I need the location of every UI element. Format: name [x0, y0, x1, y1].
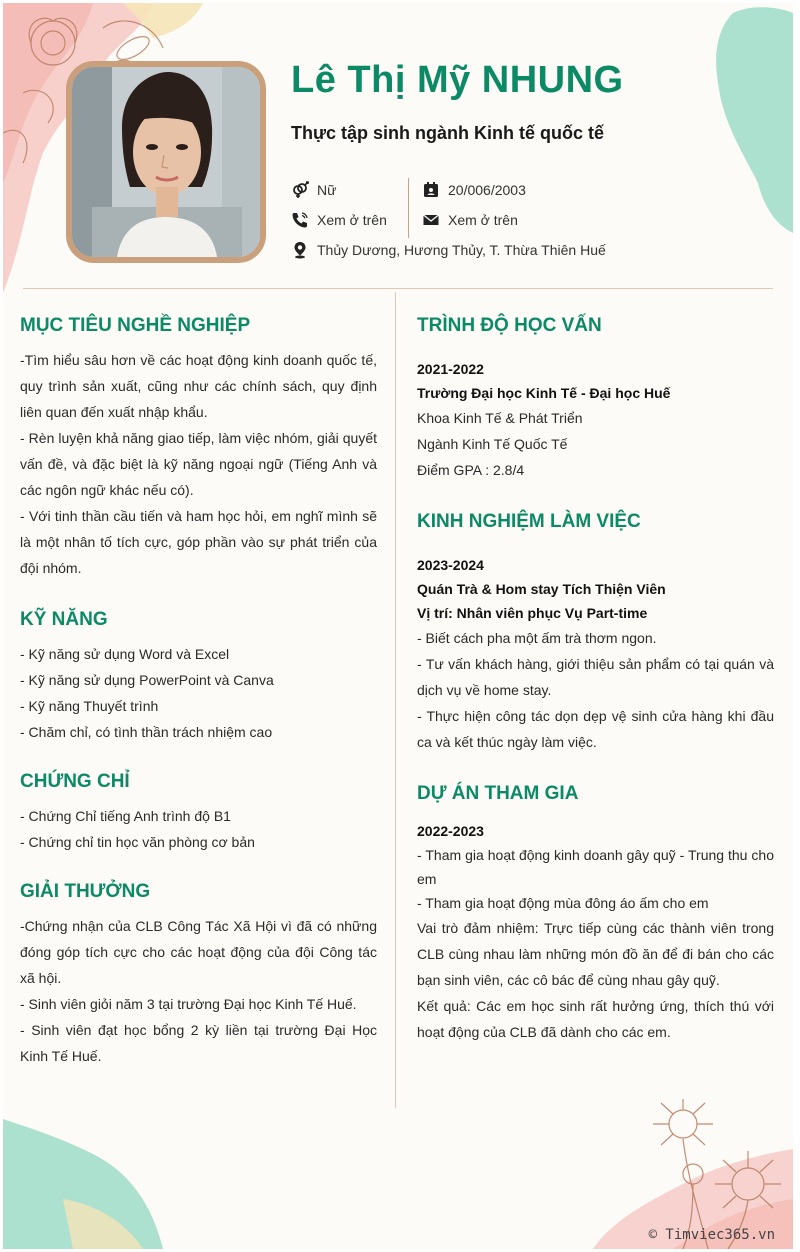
- right-column: [417, 315, 774, 1045]
- education-faculty: Khoa Kinh Tế & Phát Triển: [417, 410, 583, 426]
- award-line: -Chứng nhận của CLB Công Tác Xã Hội vì đã có những đóng góp tích cực cho các hoạt động của đội Công tác xã hội.: [20, 918, 377, 986]
- watercolor-decoration-top-right: [703, 3, 793, 243]
- project-role: Vai trò đảm nhiệm: Trực tiếp cùng các thành viên trong CLB cùng nhau làm những món đồ ăn để đi bán cho các bạn sinh viên, các cô bác để cùng nhau gây quỹ.: [417, 920, 774, 988]
- skill-item: - Chăm chỉ, có tình thần trách nhiệm cao: [20, 724, 273, 740]
- project-line: - Tham gia hoạt động kinh doanh gây quỹ - Trung thu cho em: [417, 847, 774, 887]
- birthdate-value: 20/006/2003: [448, 182, 526, 198]
- experience-line: - Biết cách pha một ấm trà thơm ngon.: [417, 630, 657, 646]
- experience-heading: KINH NGHIỆM LÀM VIỆC: [417, 511, 641, 532]
- skills-heading: KỸ NĂNG: [20, 609, 108, 630]
- portrait-photo: [72, 67, 260, 257]
- certificates-list: [20, 803, 377, 855]
- left-column: [20, 315, 377, 1069]
- education-major: Ngành Kinh Tế Quốc Tế: [417, 436, 568, 452]
- address-row: [291, 241, 606, 259]
- email-row: [422, 211, 518, 229]
- watercolor-decoration-bottom-left: [3, 1109, 203, 1249]
- skill-item: - Kỹ năng sử dụng Word và Excel: [20, 646, 230, 662]
- award-line: - Sinh viên đạt học bổng 2 kỳ liền tại trường Đại Học Kinh Tế Huế.: [20, 1022, 377, 1064]
- objective-line: - Với tinh thần cầu tiến và ham học hỏi, em nghĩ mình sẽ là một nhân tố tích cực, góp phần vào sự phát triển của đội nhóm.: [20, 508, 377, 576]
- calendar-icon: [422, 181, 440, 199]
- project-result: Kết quả: Các em học sinh rất hưởng ứng, thích thú với hoạt động của CLB đã dành cho các em.: [417, 998, 774, 1040]
- gender-icon: [291, 181, 309, 199]
- avatar: [66, 61, 266, 263]
- birthdate-row: [422, 181, 526, 199]
- watermark: © Timviec365.vn: [648, 1227, 775, 1243]
- certificate-item: - Chứng chỉ tin học văn phòng cơ bản: [20, 834, 255, 850]
- phone-row: [291, 211, 387, 229]
- cv-page: [3, 3, 793, 1249]
- phone-icon: [291, 211, 309, 229]
- column-divider: [395, 292, 396, 1108]
- header-info-divider: [408, 178, 409, 238]
- education-gpa: Điểm GPA : 2.8/4: [417, 462, 525, 478]
- header-divider: [23, 288, 773, 289]
- objective-heading: MỤC TIÊU NGHỀ NGHIỆP: [20, 315, 251, 336]
- experience-period: 2023-2024: [417, 557, 484, 573]
- education-school: Trường Đại học Kinh Tế - Đại học Huế: [417, 385, 671, 401]
- objective-line: - Rèn luyện khả năng giao tiếp, làm việc nhóm, giải quyết vấn đề, và đặc biệt là kỹ năng ngoại ngữ (Tiếng Anh và các ngôn ngữ khác nếu có).: [20, 430, 377, 498]
- job-title: Thực tập sinh ngành Kinh tế quốc tế: [291, 123, 605, 143]
- address-value: Thủy Dương, Hương Thủy, T. Thừa Thiên Huế: [317, 242, 606, 258]
- education-content: [417, 357, 774, 483]
- projects-content: [417, 819, 774, 1045]
- gender-value: Nữ: [317, 182, 337, 198]
- experience-line: - Thực hiện công tác dọn dẹp vệ sinh cửa hàng khi đầu ca và kết thúc ngày làm việc.: [417, 708, 774, 750]
- projects-heading: DỰ ÁN THAM GIA: [417, 783, 579, 804]
- email-value: Xem ở trên: [448, 212, 518, 228]
- skills-list: [20, 641, 377, 745]
- project-line: - Tham gia hoạt động mùa đông áo ấm cho em: [417, 895, 709, 911]
- envelope-icon: [422, 211, 440, 229]
- awards-heading: GIẢI THƯỞNG: [20, 881, 151, 902]
- experience-position: Vị trí: Nhân viên phục Vụ Part-time: [417, 605, 648, 621]
- experience-content: [417, 553, 774, 755]
- projects-period: 2022-2023: [417, 823, 484, 839]
- awards-content: [20, 913, 377, 1069]
- gender-row: [291, 181, 336, 199]
- objective-line: -Tìm hiểu sâu hơn về các hoạt động kinh doanh quốc tế, quy trình sản xuất, cũng như các chính sách, quy định liên quan đến xuất nhập khẩu.: [20, 352, 377, 420]
- certificates-heading: CHỨNG CHỈ: [20, 771, 130, 792]
- experience-company: Quán Trà & Hom stay Tích Thiện Viên: [417, 581, 666, 597]
- education-period: 2021-2022: [417, 361, 484, 377]
- candidate-name: Lê Thị Mỹ NHUNG: [291, 59, 624, 101]
- skill-item: - Kỹ năng Thuyết trình: [20, 698, 159, 714]
- award-line: - Sinh viên giỏi năm 3 tại trường Đại học Kinh Tế Huế.: [20, 996, 357, 1012]
- experience-line: - Tư vấn khách hàng, giới thiệu sản phẩm có tại quán và dịch vụ về home stay.: [417, 656, 774, 698]
- education-heading: TRÌNH ĐỘ HỌC VẤN: [417, 315, 602, 336]
- objective-content: [20, 347, 377, 581]
- location-icon: [291, 241, 309, 259]
- certificate-item: - Chứng Chỉ tiếng Anh trình độ B1: [20, 808, 231, 824]
- skill-item: - Kỹ năng sử dụng PowerPoint và Canva: [20, 672, 274, 688]
- phone-value: Xem ở trên: [317, 212, 387, 228]
